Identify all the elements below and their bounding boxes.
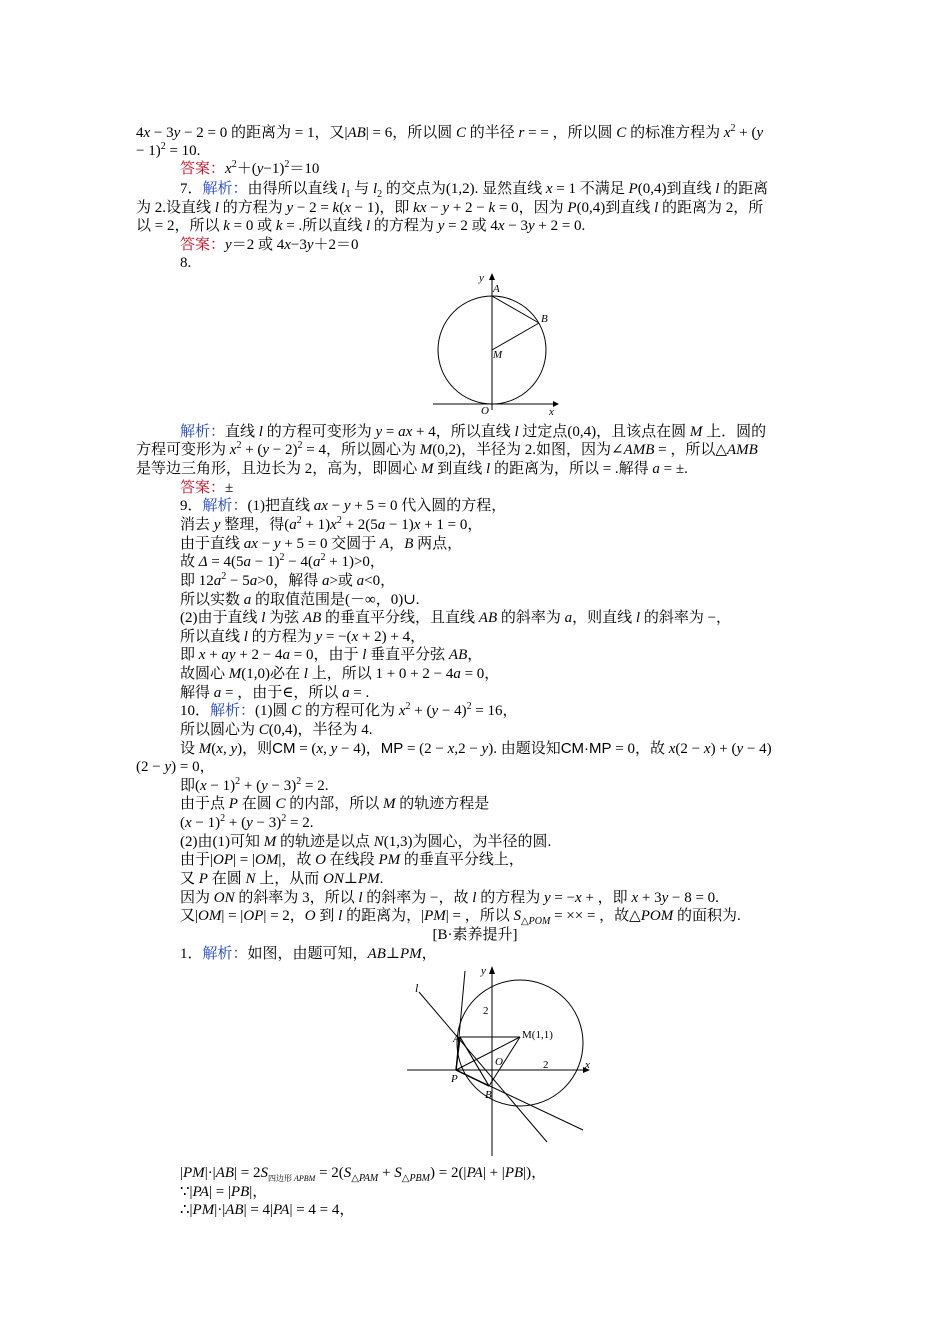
- text-line: 解得 a = ，由于∈，所以 a = .: [180, 685, 370, 701]
- text-line: 10．解析：(1)圆 C 的方程可化为 $x^2 + (y - 4)^2 = 16$，: [180, 701, 518, 719]
- analysis-label: 解析：: [202, 181, 248, 197]
- text-line: $(x - 1)^2 + (y - 3)^2 = 2$.: [180, 813, 314, 831]
- x-arrow: [553, 401, 559, 407]
- text-line: 以 = 2，所以 k = 0 或 k = .所以直线 l 的方程为 y = 2 或 4x − 3y + 2 = 0.: [136, 218, 586, 234]
- tick-2-x: 2: [543, 1059, 549, 1071]
- label-l: l: [415, 981, 419, 995]
- text-line: 7．解析：由得所以直线 $l_1$ 与 $l_2$ 的交点为(1,2). 显然直线 x = 1 不满足 P(0,4)到直线 l 的距离: [180, 181, 769, 200]
- segment-pm: [456, 1037, 520, 1070]
- text-line: (2 − y) = 0，: [136, 759, 215, 775]
- label-a: A: [493, 283, 500, 295]
- text-line: $|PM|\cdot|AB| = 2S_{四边形 APBM} = 2(S_{\triangle PAM} + S_{\triangle PBM}) = 2(|PA| + |PB|)$，: [180, 1165, 547, 1184]
- problem-number: 9．: [180, 498, 203, 514]
- text-line: 即 x + ay + 2 − 4a = 0，由于 l 垂直平分弦 AB，: [180, 647, 483, 663]
- text-line: 所以圆心为 C(0,4)，半径为 4.: [180, 722, 373, 738]
- figure-1: [405, 962, 595, 1158]
- label-y: y: [479, 272, 484, 284]
- y-arrow: [489, 273, 495, 280]
- figure-8: [425, 270, 565, 418]
- segment-ab: [492, 296, 539, 323]
- answer-label: 答案：: [180, 480, 226, 496]
- text-line: 即 $12a^2 - 5a>0$，解得 a>或 a<0，: [180, 571, 396, 589]
- answer-label: 答案：: [180, 237, 226, 253]
- text-line: 由于直线 ax − y + 5 = 0 交圆于 A，B 两点，: [180, 536, 463, 552]
- text-line: 设 M(x, y)，则CM = (x, y − 4)，MP = (2 − x,2 − y). 由题设知CM·MP = 0，故 x(2 − x) + (y − 4): [180, 740, 772, 757]
- label-x: x: [585, 1059, 590, 1071]
- text-line: (2)由于直线 l 为弦 AB 的垂直平分线，且直线 AB 的斜率为 a，则直线 l 的斜率为 −，: [180, 610, 732, 626]
- text-line: 4x − 3y − 2 = 0 的距离为 = 1，又|AB| = 6，所以圆 C 的半径 r = = ，所以圆 C 的标准方程为 $x^2 + (y$: [136, 123, 764, 141]
- text-line: 方程可变形为 $x^2 + (y - 2)^2 = 4$，所以圆心为 M(0,2)，半径为 2.如图，因为∠AMB = ，所以△AMB: [136, 440, 758, 458]
- text-line: 消去 y 整理，得$(a^2 + 1)x^2 + 2(5a - 1)x + 1 = 0$，: [180, 515, 483, 533]
- label-b: B: [541, 313, 548, 325]
- label-m: M: [493, 349, 503, 361]
- segment-mb: [492, 323, 539, 350]
- answer-label: 答案：: [180, 161, 226, 177]
- text-line: 由于|OP| = |OM|，故 O 在线段 PM 的垂直平分线上，: [180, 852, 524, 868]
- label-o: O: [495, 1056, 503, 1068]
- text-line: 由于点 P 在圆 C 的内部，所以 M 的轨迹方程是: [180, 796, 490, 812]
- answer-line: 答案：y＝2 或 4x−3y＋2＝0: [180, 237, 359, 253]
- text-line: ∴|PM|·|AB| = 4|PA| = 4 = 4，: [180, 1202, 355, 1218]
- text-line: 又 P 在圆 N 上，从而 ON⊥PM.: [180, 871, 384, 887]
- text-line: 所以实数 a 的取值范围是(－∞，0)∪.: [180, 592, 420, 608]
- label-m: M(1,1): [522, 1029, 553, 1041]
- text-line: 9．解析：(1)把直线 ax − y + 5 = 0 代入圆的方程，: [180, 498, 507, 514]
- tick-2-y: 2: [483, 1005, 489, 1017]
- analysis-label: 解析：: [202, 946, 248, 962]
- section-heading: [B·素养提升]: [432, 927, 518, 943]
- problem-number: 8.: [180, 255, 192, 271]
- text-line: 解析：直线 l 的方程可变形为 y = ax + 4，所以直线 l 过定点(0,4)，且该点在圆 M 上．圆的: [180, 424, 767, 440]
- answer-line: 答案：$x^2+(y-1)^2=10$: [180, 159, 320, 177]
- problem-number: 7．: [180, 181, 203, 197]
- label-x: x: [549, 406, 554, 418]
- text-line: 又|OM| = |OP| = 2，O 到 l 的距离为，|PM| = ，所以 $S_{\triangle POM}$ = ×× = ，故△POM 的面积为.: [180, 908, 741, 927]
- circle-m: [457, 980, 583, 1106]
- text-line: 1．解析：如图，由题可知，AB⊥PM，: [180, 946, 437, 962]
- segment-bm: [489, 1037, 520, 1086]
- label-o: O: [481, 405, 489, 417]
- label-a: A: [453, 1033, 460, 1045]
- text-line: (2)由(1)可知 M 的轨迹是以点 N(1,3)为圆心，为半径的圆.: [180, 834, 552, 850]
- text-line: 即$(x - 1)^2 + (y - 3)^2 = 2$.: [180, 776, 329, 794]
- text-line: 故圆心 M(1,0)必在 l 上，所以 1 + 0 + 2 − 4a = 0，: [180, 666, 500, 682]
- analysis-label: 解析：: [210, 703, 256, 719]
- analysis-label: 解析：: [180, 424, 226, 440]
- problem-number: 10．: [180, 703, 211, 719]
- y-arrow: [489, 966, 495, 974]
- label-b: B: [485, 1089, 492, 1101]
- answer-line: 答案：±: [180, 480, 234, 496]
- text-line: 为 2.设直线 l 的方程为 y − 2 = k(x − 1)，即 kx − y + 2 − k = 0，因为 P(0,4)到直线 l 的距离为 2，所: [136, 200, 764, 216]
- text-line: 故 $\Delta = 4(5a - 1)^2 - 4(a^2 + 1)>0$，: [180, 552, 385, 570]
- analysis-label: 解析：: [202, 498, 248, 514]
- label-y: y: [481, 965, 486, 977]
- problem-number: 1．: [180, 946, 203, 962]
- text-line: − 1)$^2$ = 10.: [136, 141, 201, 159]
- text-line: ∵|PA| = |PB|，: [180, 1184, 268, 1200]
- text-line: 因为 ON 的斜率为 3，所以 l 的斜率为 −，故 l 的方程为 y = −x + ，即 x + 3y − 8 = 0.: [180, 890, 719, 906]
- text-line: 是等边三角形，且边长为 2，高为，即圆心 M 到直线 l 的距离为，所以 = .解得 a = ±.: [136, 461, 688, 477]
- text-line: 所以直线 l 的方程为 y = −(x + 2) + 4，: [180, 629, 426, 645]
- label-p: P: [451, 1073, 458, 1085]
